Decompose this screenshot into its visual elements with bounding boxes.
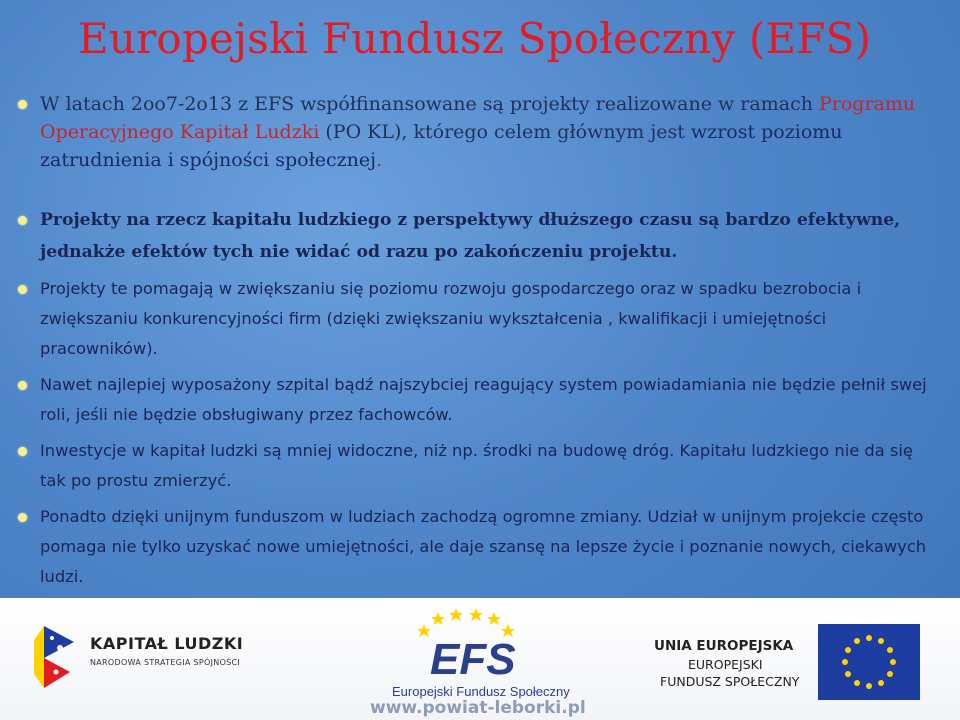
- bullet-list: [18, 90, 943, 592]
- efs-caption: Europejski Fundusz Społeczny: [392, 684, 570, 699]
- bullet-dot-icon: [18, 381, 27, 390]
- kapital-ludzki-logo-icon: [30, 622, 86, 692]
- bullet-item-3: [18, 274, 943, 364]
- bullet-item-5: [18, 436, 943, 496]
- bullet-dot-icon: [18, 285, 27, 294]
- eu-fund-line-2: FUNDUSZ SPOŁECZNY: [660, 674, 800, 689]
- kapital-ludzki-logo: [30, 622, 250, 692]
- eu-logo: [640, 624, 930, 700]
- bullet-dot-icon: [18, 216, 27, 225]
- kapital-ludzki-subtitle: NARODOWA STRATEGIA SPÓJNOŚCI: [90, 658, 241, 667]
- bullet-2-text: Projekty na rzecz kapitału ludzkiego z perspektywy dłuższego czasu są bardzo efektywne, jednakże efektów tych nie widać od razu po zakończeniu projektu.: [40, 210, 901, 262]
- eu-text-block: [640, 632, 810, 692]
- svg-text:EFS: EFS: [430, 635, 516, 684]
- bullet-1-highlight-goal: wzrost poziomu zatrudnienia i spójności społecznej: [40, 121, 843, 171]
- eu-fund-line-1: EUROPEJSKI: [688, 657, 763, 672]
- kapital-ludzki-title: KAPITAŁ LUDZKI: [90, 634, 244, 653]
- logo-footer: [0, 598, 960, 720]
- efs-logo-icon: [388, 606, 558, 684]
- bullet-dot-icon: [18, 100, 27, 109]
- bullet-1-text-a: W latach 2oo7-2o13 z EFS współfinansowane są projekty realizowane w ramach: [40, 93, 819, 115]
- bullet-5-text: Inwestycje w kapitał ludzki są mniej widoczne, niż np. środki na budowę dróg. Kapitału ludzkiego nie da się tak po prostu zmierzyć.: [40, 441, 913, 490]
- bullet-4-text: Nawet najlepiej wyposażony szpital bądź najszybciej reagujący system powiadamiania nie będzie pełnił swej roli, jeśli nie będzie obsługiwany przez fachowców.: [40, 375, 927, 424]
- bullet-6-text: Ponadto dzięki unijnym funduszom w ludziach zachodzą ogromne zmiany. Udział w unijnym projekcie często pomaga nie tylko uzyskać nowe umiejętności, ale daje szansę na lepsze życie i poznanie nowych, ciekawych ludzi.: [40, 507, 927, 586]
- eu-name: UNIA EUROPEJSKA: [654, 638, 794, 654]
- watermark-url: www.powiat-leborki.pl: [370, 698, 586, 718]
- bullet-item-4: [18, 370, 943, 430]
- bullet-1-text-c: .: [376, 149, 383, 171]
- bullet-dot-icon: [18, 513, 27, 522]
- bullet-item-2: [18, 204, 943, 268]
- bullet-1-text-b: (PO KL), którego celem głównym jest: [319, 121, 691, 143]
- bullet-item-6: [18, 502, 943, 592]
- bullet-item-1: [18, 90, 943, 174]
- slide-title: Europejski Fundusz Społeczny (EFS): [78, 14, 872, 63]
- bullet-3-text: Projekty te pomagają w zwiększaniu się poziomu rozwoju gospodarczego oraz w spadku bezrobocia i zwiększaniu konkurencyjności firm (dzięki zwiększaniu wykształcenia , kwalifikacji i umiejętności pracowników).: [40, 279, 862, 358]
- bullet-dot-icon: [18, 447, 27, 456]
- eu-flag-icon: [818, 624, 920, 700]
- bullet-1-highlight-program: Programu Operacyjnego Kapitał Ludzki: [40, 93, 916, 143]
